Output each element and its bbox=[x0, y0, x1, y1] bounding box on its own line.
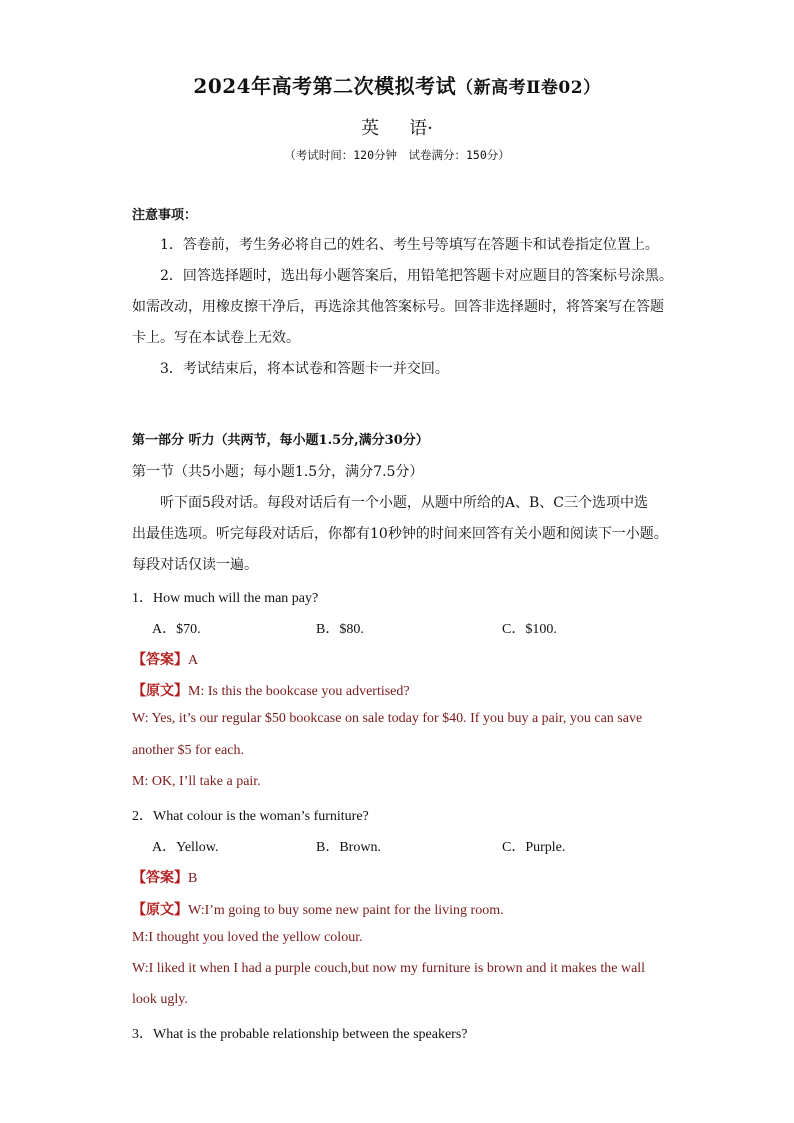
subject-title bbox=[0, 114, 794, 140]
notice-item-3: 3．考试结束后，将本试卷和答题卡一并交回。 bbox=[160, 361, 449, 377]
question-1-option-c: C．$100. bbox=[502, 622, 557, 637]
exam-title bbox=[0, 70, 794, 99]
exam-info: （考试时间：120分钟 试卷满分：150分） bbox=[284, 148, 510, 162]
notice-heading: 注意事项： bbox=[132, 208, 198, 223]
question-1-option-b: B．$80. bbox=[316, 622, 364, 637]
question-2-transcript-2: M:I thought you loved the yellow colour. bbox=[132, 930, 363, 945]
question-3-stem: 3．What is the probable relationship between the speakers? bbox=[132, 1027, 468, 1042]
question-2-transcript-1 bbox=[132, 899, 504, 919]
question-1-answer bbox=[132, 649, 198, 669]
question-2-transcript-3: W:I liked it when I had a purple couch,but now my furniture is brown and it makes the wall bbox=[132, 961, 646, 976]
notice-item-1: 1．答卷前，考生务必将自己的姓名、考生号等填写在答题卡和试卷指定位置上。 bbox=[160, 237, 659, 253]
notice-item-2-line-2: 如需改动，用橡皮擦干净后，再选涂其他答案标号。回答非选择题时，将答案写在答题 bbox=[132, 299, 664, 315]
question-1-option-a: A．$70. bbox=[152, 622, 201, 637]
question-1-transcript-1 bbox=[132, 680, 410, 700]
transcript-line: M: Is this the bookcase you advertised? bbox=[188, 684, 410, 699]
question-2-option-a: A．Yellow. bbox=[152, 840, 219, 855]
instructions-line-2: 出最佳选项。听完每段对话后，你都有10秒钟的时间来回答有关小题和阅读下一小题。 bbox=[132, 526, 668, 542]
question-2-answer bbox=[132, 867, 197, 887]
answer-value: A bbox=[188, 653, 199, 668]
question-1-transcript-2: W: Yes, it’s our regular $50 bookcase on sale today for $40. If you buy a pair, you can save bbox=[132, 711, 643, 726]
subject-char-2: 语· bbox=[409, 118, 433, 139]
part1-heading: 第一部分 听力（共两节，每小题1.5分,满分30分） bbox=[132, 433, 429, 448]
transcript-line: W:I’m going to buy some new paint for the living room. bbox=[188, 903, 504, 918]
instructions-line-1: 听下面5段对话。每段对话后有一个小题，从题中所给的A、B、C三个选项中选 bbox=[160, 495, 649, 511]
section1-heading: 第一节（共5小题；每小题1.5分，满分7.5分） bbox=[132, 464, 424, 480]
answer-value: B bbox=[188, 871, 198, 886]
question-1-transcript-4: M: OK, I’ll take a pair. bbox=[132, 774, 261, 789]
instructions-line-3: 每段对话仅读一遍。 bbox=[132, 557, 258, 573]
question-2-option-c: C．Purple. bbox=[502, 840, 566, 855]
question-2-stem: 2．What colour is the woman’s furniture? bbox=[132, 809, 369, 824]
source-label: 【原文】 bbox=[132, 902, 188, 918]
question-1-stem: 1．How much will the man pay? bbox=[132, 591, 319, 606]
question-2-transcript-4: look ugly. bbox=[132, 992, 188, 1007]
title-sub: （新高考Ⅱ卷02） bbox=[456, 78, 601, 98]
subject-char-1: 英 bbox=[361, 118, 380, 139]
question-1-transcript-3: another $5 for each. bbox=[132, 743, 244, 758]
notice-item-2-line-1: 2．回答选择题时，选出每小题答案后，用铅笔把答题卡对应题目的答案标号涂黑。 bbox=[160, 268, 673, 284]
question-2-option-b: B．Brown. bbox=[316, 840, 381, 855]
title-main: 2024年高考第二次模拟考试 bbox=[193, 74, 457, 98]
answer-label: 【答案】 bbox=[132, 870, 188, 886]
source-label: 【原文】 bbox=[132, 683, 188, 699]
notice-item-2-line-3: 卡上。写在本试卷上无效。 bbox=[132, 330, 300, 346]
answer-label: 【答案】 bbox=[132, 652, 188, 668]
